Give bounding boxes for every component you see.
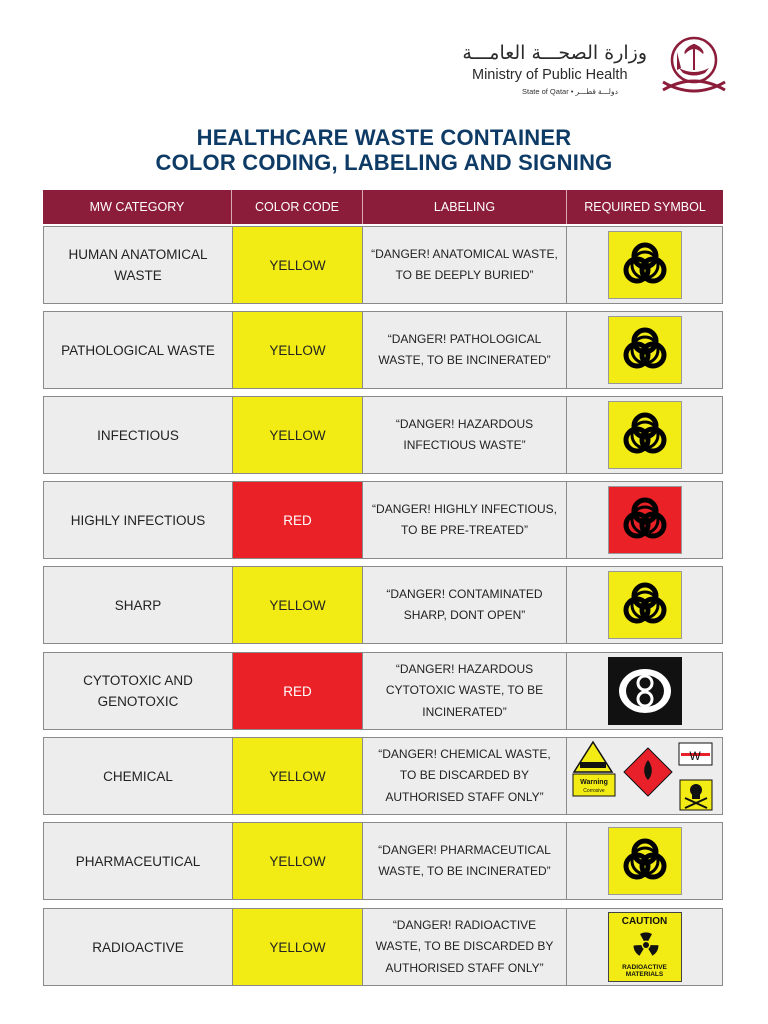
radiation-caution-sign <box>608 912 682 982</box>
color-code-cell: YELLOW <box>232 567 363 643</box>
biohazard-icon <box>608 827 682 895</box>
color-code-cell: YELLOW <box>232 909 363 985</box>
labeling-cell: “DANGER! RADIOACTIVE WASTE, TO BE DISCARDED BY AUTHORISED STAFF ONLY” <box>363 909 567 985</box>
table-row <box>43 311 723 389</box>
radiation-icon <box>631 930 661 960</box>
table-row <box>43 822 723 900</box>
table-row <box>43 481 723 559</box>
category-cell: HUMAN ANATOMICAL WASTE <box>68 247 208 283</box>
table-row <box>43 396 723 474</box>
cytotoxic-icon <box>608 657 682 725</box>
biohazard-icon <box>608 231 682 299</box>
category-cell: INFECTIOUS <box>97 427 179 443</box>
category-cell: HIGHLY INFECTIOUS <box>70 512 206 528</box>
labeling-cell: “DANGER! ANATOMICAL WASTE, TO BE DEEPLY BURIED” <box>363 227 567 303</box>
biohazard-icon <box>608 316 682 384</box>
labeling-cell: “DANGER! CONTAMINATED SHARP, DONT OPEN” <box>363 567 567 643</box>
header-required-symbol: REQUIRED SYMBOL <box>566 190 723 224</box>
ministry-name-arabic: وزارة الصحـــة العامـــة <box>462 42 647 64</box>
color-code-cell: YELLOW <box>232 738 363 814</box>
page-title-line-1: HEALTHCARE WASTE CONTAINER <box>196 125 572 150</box>
symbol-cell <box>567 227 722 303</box>
caution-text: CAUTION <box>621 916 668 927</box>
header-mw-category: MW CATEGORY <box>89 200 185 214</box>
symbol-cell <box>567 482 722 558</box>
table-header <box>43 190 723 224</box>
category-cell: PATHOLOGICAL WASTE <box>61 342 215 358</box>
qatar-emblem-icon <box>655 24 733 102</box>
warning-text: Warning <box>579 779 608 786</box>
color-code-cell: YELLOW <box>232 397 363 473</box>
biohazard-red-icon <box>608 486 682 554</box>
color-code-cell: YELLOW <box>232 227 363 303</box>
labeling-cell: “DANGER! HAZARDOUS INFECTIOUS WASTE” <box>363 397 567 473</box>
category-cell: RADIOACTIVE <box>92 939 184 955</box>
chemical-signs <box>570 738 720 814</box>
symbol-cell <box>567 567 722 643</box>
labeling-cell: “DANGER! CHEMICAL WASTE, TO BE DISCARDED BY AUTHORISED STAFF ONLY” <box>363 738 567 814</box>
category-cell: PHARMACEUTICAL <box>75 853 201 869</box>
symbol-cell <box>567 909 722 985</box>
table-row <box>43 566 723 644</box>
category-cell: CHEMICAL <box>103 768 173 784</box>
symbol-cell <box>567 397 722 473</box>
symbol-cell <box>567 823 722 899</box>
table-row <box>43 226 723 304</box>
symbol-cell <box>567 738 722 814</box>
ministry-logo <box>462 22 740 102</box>
symbol-cell <box>567 653 722 729</box>
color-code-cell: RED <box>232 653 363 729</box>
table-row <box>43 737 723 815</box>
labeling-cell: “DANGER! PATHOLOGICAL WASTE, TO BE INCINERATED” <box>363 312 567 388</box>
labeling-cell: “DANGER! HIGHLY INFECTIOUS, TO BE PRE-TREATED” <box>363 482 567 558</box>
color-code-cell: YELLOW <box>232 312 363 388</box>
chemical-warning-icons <box>570 738 720 814</box>
symbol-cell <box>567 312 722 388</box>
labeling-cell: “DANGER! PHARMACEUTICAL WASTE, TO BE INCINERATED” <box>363 823 567 899</box>
color-code-cell: RED <box>232 482 363 558</box>
w-mark-text: W <box>688 749 701 763</box>
table-row <box>43 652 723 730</box>
category-cell: CYTOTOXIC AND GENOTOXIC <box>83 673 193 709</box>
page-title-line-2: COLOR CODING, LABELING AND SIGNING <box>155 150 613 175</box>
biohazard-icon <box>608 401 682 469</box>
ministry-name-english: Ministry of Public Health <box>472 67 628 83</box>
color-code-cell: YELLOW <box>232 823 363 899</box>
header-labeling: LABELING <box>362 190 566 224</box>
table-row <box>43 908 723 986</box>
header-color-code: COLOR CODE <box>231 190 362 224</box>
biohazard-icon <box>608 571 682 639</box>
category-cell: SHARP <box>114 597 162 613</box>
labeling-cell: “DANGER! HAZARDOUS CYTOTOXIC WASTE, TO BE INCINERATED” <box>363 653 567 729</box>
corrosive-text: Corrosive <box>582 788 605 794</box>
state-of-qatar-label: State of Qatar • دولـــة قطـــر <box>522 87 618 96</box>
radioactive-materials-text: RADIOACTIVE MATERIALS <box>622 964 667 978</box>
